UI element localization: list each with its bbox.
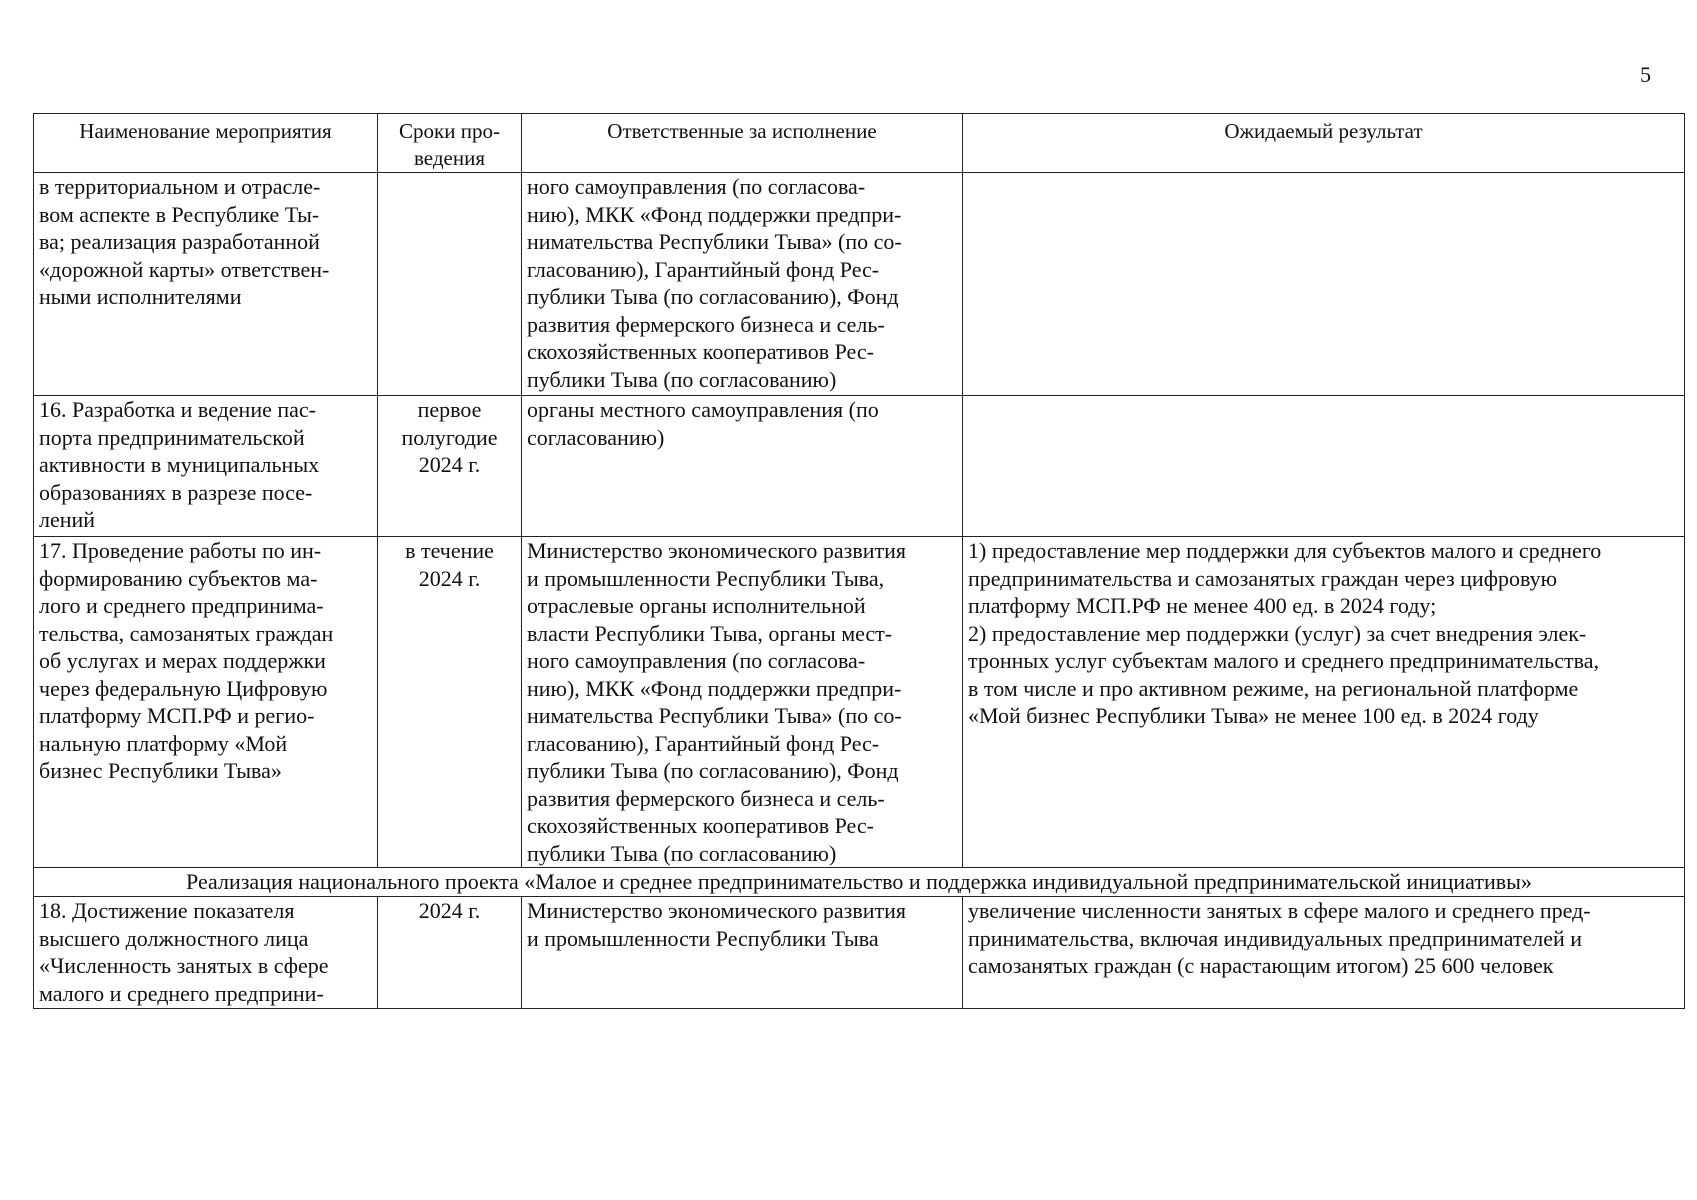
section-title: Реализация национального проекта «Малое и среднее предпринимательство и поддержка индивидуальной предпринимательской инициативы» [34,868,1685,897]
result-cell [963,173,1685,396]
event-name-cell: 18. Достижение показателя высшего должностного лица «Численность занятых в сфере малого и среднего предприни- [34,897,378,1009]
table-row [34,396,1685,537]
header-term: Сроки про- ведения [378,114,522,173]
responsible-cell: органы местного самоуправления (по согласованию) [522,396,963,537]
term-cell: 2024 г. [378,897,522,1009]
event-name-cell: 16. Разработка и ведение пас- порта предпринимательской активности в муниципальных образованиях в разрезе посе- лений [34,396,378,537]
term-cell: первое полугодие 2024 г. [378,396,522,537]
responsible-cell: ного самоуправления (по согласова- нию), МКК «Фонд поддержки предпри- нимательства Республики Тыва» (по со- гласованию), Гарантийный фонд Рес- публики Тыва (по согласованию), Фонд развития фермерского бизнеса и сель- скохозяйственных кооперативов Рес- публики Тыва (по согласованию) [522,173,963,396]
table-row [34,897,1685,1009]
table-header-row [34,114,1685,173]
header-expected-result: Ожидаемый результат [963,114,1685,173]
events-table [33,113,1685,1009]
result-cell [963,396,1685,537]
result-cell: увеличение численности занятых в сфере малого и среднего пред- принимательства, включая индивидуальных предпринимателей и самозанятых граждан (с нарастающим итогом) 25 600 человек [963,897,1685,1009]
header-event-name: Наименование мероприятия [34,114,378,173]
event-name-cell: 17. Проведение работы по ин- формированию субъектов ма- лого и среднего предпринима- тельства, самозанятых граждан об услугах и мерах поддержки через федеральную Цифровую платформу МСП.РФ и регио- нальную платформу «Мой бизнес Республики Тыва» [34,537,378,868]
header-responsible: Ответственные за исполнение [522,114,963,173]
page-number: 5 [1640,62,1651,87]
section-header-row [34,868,1685,897]
term-cell [378,173,522,396]
result-cell: 1) предоставление мер поддержки для субъектов малого и среднего предпринимательства и самозанятых граждан через цифровую платформу МСП.РФ не менее 400 ед. в 2024 году; 2) предоставление мер поддержки (услуг) за счет внедрения элек- тронных услуг субъектам малого и среднего предпринимательства, в том числе и про активном режиме, на региональной платформе «Мой бизнес Республики Тыва» не менее 100 ед. в 2024 году [963,537,1685,868]
term-cell: в течение 2024 г. [378,537,522,868]
event-name-cell: в территориальном и отрасле- вом аспекте в Республике Ты- ва; реализация разработанной «дорожной карты» ответствен- ными исполнителями [34,173,378,396]
table-row [34,173,1685,396]
responsible-cell: Министерство экономического развития и промышленности Республики Тыва [522,897,963,1009]
responsible-cell: Министерство экономического развития и промышленности Республики Тыва, отраслевые органы исполнительной власти Республики Тыва, органы мест- ного самоуправления (по согласова- нию), МКК «Фонд поддержки предпри- нимательства Республики Тыва» (по со- гласованию), Гарантийный фонд Рес- публики Тыва (по согласованию), Фонд развития фермерского бизнеса и сель- скохозяйственных кооперативов Рес- публики Тыва (по согласованию) [522,537,963,868]
table-row [34,537,1685,868]
